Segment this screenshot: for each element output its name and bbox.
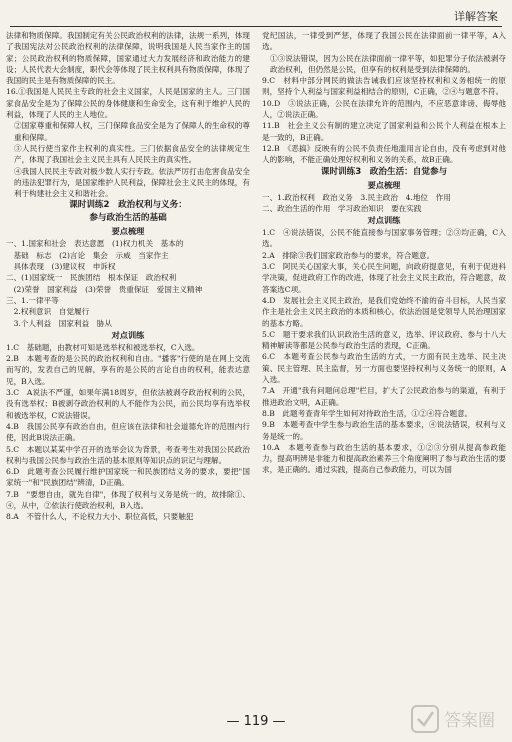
answer-item: 3.C 阿民关心国家大事，关心民生问题，向政府提意见，有利于促进科学决策，促进政府工作的改进，体现了社会主义民主政治，符合题意，故答案选C项。 bbox=[262, 262, 506, 294]
summary-heading: 要点梳理 bbox=[111, 226, 145, 237]
summary-line: 3.个人利益 国家利益 胁从 bbox=[6, 318, 112, 328]
watermark-text: 答案圈 bbox=[444, 711, 495, 731]
summary-line: 具体表现 (3)建议权 申诉权 bbox=[6, 262, 116, 272]
continued-answer-text: ①③说法错误，因为公民在法律面前一律平等，如犯罪分子依法被剥夺政治权利，但仍然是公民，但享有的权利是受到法律保障的。 bbox=[270, 53, 506, 74]
answer-item: 6.D 此题考查公民履行维护国家统一和民族团结义务的要求，要把"国家统一"和"民族团结"辨清，D正确。 bbox=[6, 467, 250, 488]
watermark-logo bbox=[410, 700, 502, 738]
q16-point-3: ③人民行使当家作主权利的真实性。三门依据食品安全的法律规定生产，体现了我国社会主义民主具有人民民主的真实性。 bbox=[14, 143, 250, 165]
answer-item: 1.C ④说法错误，公民不能直接参与国家事务管理；②③均正确，C入选。 bbox=[262, 228, 506, 249]
answer-item: 7.B "要想自由，就先自律"，体现了权利与义务是统一的，故排除①、④，从中，②依法行使政治权利，B入选。 bbox=[6, 489, 250, 510]
answer-item: 3.C A说法不严谨，如果年满18周岁，但依法被剥夺政治权利的公民，没有选举权；B被剥夺政治权利的人不能作为公民，而公民均享有选举权和被选举权，C说法错误。 bbox=[6, 388, 250, 420]
answer-item: 9.B 本题考查中学生参与政治生活的基本要求，④说法错误，权利与义务是统一的。 bbox=[262, 420, 506, 441]
answer-item: 5.C 题干要求我们认识政治生活的意义，选举、评议政府、参与十八大精神解读等都是公民参与政治生活的表现，C正确。 bbox=[262, 329, 506, 351]
page-number: — 119 — bbox=[226, 714, 286, 729]
q16-intro: 16.①我国是人民民主专政的社会主义国家，人民是国家的主人。三门国家食品安全是为了保障公民的身体健康和生命安全，这有利于维护人民的利益，体现了人民的主人地位。 bbox=[6, 87, 250, 120]
continued-answer-text: 法律和物质保障。我国制定有关公民政治权利的法律，法规一系列，体现了我国宪法对公民政治权利的法律保障，说明我国是人民当家作主的国家；公民政治权利的物质保障，国家通过大力发展经济和政治能力的建设；人民代表大会制度，职代会等体现了民主权利具有物质保障，体现了我国的民主是有物质保障的民主。 bbox=[6, 31, 250, 86]
header-rule bbox=[10, 26, 502, 27]
answer-item: 8.A 不管什么人，不论权力大小、职位高低，只要触犯 bbox=[6, 512, 194, 522]
lesson2-title: 课时训练2 政治权利与义务： bbox=[69, 200, 187, 211]
right-column bbox=[262, 30, 506, 476]
summary-line: 2.权利意识 自觉履行 bbox=[6, 307, 90, 317]
left-column bbox=[6, 30, 250, 523]
summary-heading: 要点梳理 bbox=[367, 179, 401, 190]
summary-line: 二、政治生活的作用 学习政治知识 要在实践 bbox=[262, 203, 422, 213]
continued-answer-text: 党纪国法，一律受到严惩，体现了我国公民在法律面前一律平等，A入选。 bbox=[262, 31, 506, 52]
answer-item: 2.B 本题考查的是公民的政治权利和自由。"播客"行使的是在网上交流而写的，发表自己的见解，享有的是公民的言论自由的权利，能表达意见，B入选。 bbox=[6, 354, 250, 386]
summary-line: 二、(1)国家统一 民族团结 根本保证 政治权利 bbox=[6, 273, 177, 283]
answer-item: 4.B 我国公民享有政治自由，但应该在法律和社会道德允许的范围内行使，因此B说法正确。 bbox=[6, 421, 250, 443]
answer-item: 6.C 本题考查公民参与政治生活的方式，一方面有民主选举、民主决策、民主管理、民主监督，另一方面也要坚持权利与义务统一的原则，A入选。 bbox=[262, 352, 506, 385]
summary-line: (2)荣誉 国家利益 (3)荣誉 贵重保证 爱国主义精神 bbox=[6, 284, 203, 294]
answer-item: 9.C 材料中部分网民的做法告诫我们应该坚持权利和义务相统一的原则，坚持个人利益与国家利益相结合的原则，C正确，②④与题意不符。 bbox=[262, 76, 506, 97]
answer-item: 8.B 此题考查青年学生如何对待政治生活，①②④符合题意。 bbox=[262, 408, 473, 418]
practice-heading: 对点训练 bbox=[367, 215, 401, 226]
summary-line: 一、1.国家和社会 表达意愿 (1)权力机关 基本的 bbox=[6, 239, 184, 249]
answer-item: 5.C 本题以某某中学召开的选举会议为背景，考查考生对我国公民政治权利与我国公民参与政治生活的基本原则等知识点的识记与理解。 bbox=[6, 444, 250, 465]
answer-item: 10.A 本题考查参与政治生活的基本要求，①②③分别从提高参政能力，提高明辨是非能力和提高政治素养三个角度阐明了参与政治生活的要求，是正确的。通过实践，提高自己参政能力，可以为国 bbox=[262, 442, 506, 475]
answer-item: 1.C 基础题，由教材可知是选举权和被选举权，C入选。 bbox=[6, 342, 200, 352]
q16-point-2: ②国家尊重和保障人权，三门保障食品安全是为了保障人的生命权的尊重和保障。 bbox=[14, 121, 250, 142]
answer-item: 4.D 发展社会主义民主政治，是我们党始终不渝的奋斗目标，人民当家作主是社会主义民主政治的本质和核心，依法治国是党领导人民治理国家的基本方略。 bbox=[262, 295, 506, 328]
answer-item: 10.D ③说法正确，公民在法律允许的范围内，不应恶意诽谤、侮辱他人，②说法正确。 bbox=[262, 98, 506, 120]
answer-item: 7.A 开通"我有问题问总理"栏目，扩大了公民政治参与的渠道，有利于推进政治文明，A正确。 bbox=[262, 386, 506, 407]
q16-point-4: ④我国人民民主专政对极少数人实行专政。依法严厉打击危害食品安全的违法犯罪行为，是国家维护人民利益，保障社会主义民主的体现，有利于构建社会主义和谐社会。 bbox=[14, 166, 250, 199]
summary-line: 三、1.一律平等 bbox=[6, 295, 59, 305]
answer-item: 2.A 排除③我们国家政治参与的要求，符合题意。 bbox=[262, 250, 435, 260]
summary-line: 基础 标志 (2)言论 集会 示威 当家作主 bbox=[6, 250, 169, 260]
practice-heading: 对点训练 bbox=[111, 329, 145, 340]
answer-item: 12.B 《恶搞》反映有的公民不负责任地滥用言论自由，没有考虑到对他人的影响，不能正确处理好权利和义务的关系，故B正确。 bbox=[262, 143, 506, 165]
summary-line: 一、1.政治权利 政治义务 3.民主政治 4.地位 作用 bbox=[262, 192, 451, 202]
answer-item: 11.B 社会主义公有制的建立决定了国家利益和公民个人利益在根本上是一致的，B正确。 bbox=[262, 121, 506, 142]
page-header bbox=[10, 6, 502, 26]
header-title: 详解答案 bbox=[454, 10, 498, 23]
lesson2-subtitle: 参与政治生活的基础 bbox=[89, 213, 167, 224]
lesson3-title: 课时训练3 政治生活：自觉参与 bbox=[320, 166, 448, 177]
